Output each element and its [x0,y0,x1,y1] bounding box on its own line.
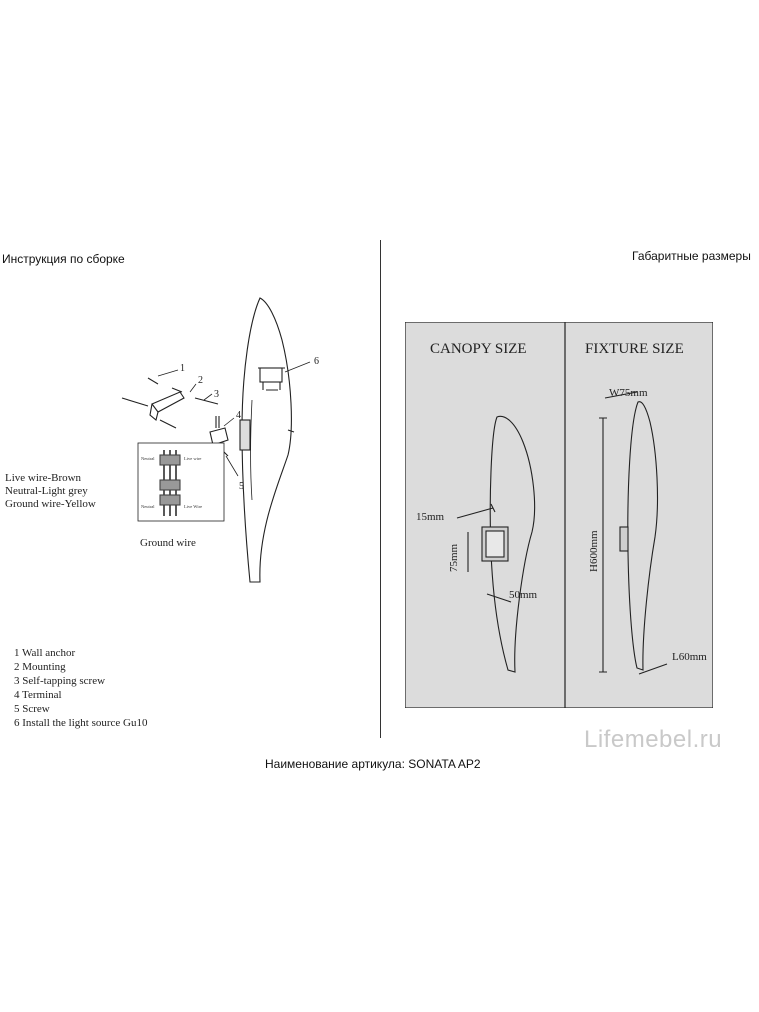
part-wall-anchor: 1 Wall anchor [14,647,76,659]
fixture-canopy [620,527,628,551]
fixture-inner-line [251,400,253,500]
dim-l60mm: L60mm [672,651,707,663]
part-mounting: 2 Mounting [14,661,66,673]
callout-1: 1 [180,363,185,374]
part-light-source: 6 Install the light source Gu10 [14,717,148,729]
legend-live-wire: Live wire-Brown [5,472,82,484]
part-self-tapping-screw: 3 Self-tapping screw [14,675,106,687]
assembly-heading: Инструкция по сборке [2,252,125,266]
ground-wire-label: Ground wire [140,537,196,549]
canopy-plate [240,420,250,450]
fixture-size-title: FIXTURE SIZE [585,341,684,357]
wiring-legend [5,472,96,511]
legend-ground-wire: Ground wire-Yellow [5,498,96,510]
inset-neutral-bottom: Neutral [141,504,155,509]
inset-neutral-top: Neutral [141,456,155,461]
dim-w75mm: W75mm [609,387,648,399]
wall-anchor [148,378,182,392]
dim-50mm: 50mm [509,589,538,601]
watermark: Lifemebel.ru [584,726,723,753]
mounting-bracket [152,392,184,412]
canopy-size-title: CANOPY SIZE [430,341,527,357]
light-source-gu10 [260,368,282,382]
callout-3: 3 [214,389,219,400]
legend-neutral-wire: Neutral-Light grey [5,485,88,497]
dim-15mm: 15mm [416,511,445,523]
callout-5: 5 [239,481,244,492]
dimensions-diagram [405,322,713,708]
callout-2: 2 [198,375,203,386]
self-tapping-screw [122,398,218,428]
dimensions-frame [405,322,713,708]
parts-list [14,646,148,730]
page-divider [380,240,381,738]
inset-live-top: Live wire [184,456,202,461]
screw [220,430,294,456]
assembly-diagram [100,280,340,590]
terminal [210,428,228,445]
callout-6: 6 [314,356,319,367]
dim-75mm: 75mm [448,543,460,572]
dim-h600mm: H600mm [588,530,600,572]
article-caption: Наименование артикула: SONATA AP2 [265,757,481,771]
inset-live-bottom: Live Wire [184,504,203,509]
wiring-inset [138,443,224,521]
part-terminal: 4 Terminal [14,689,62,701]
dimensions-heading: Габаритные размеры [632,249,751,263]
part-screw: 5 Screw [14,703,50,715]
callout-4: 4 [236,410,241,421]
